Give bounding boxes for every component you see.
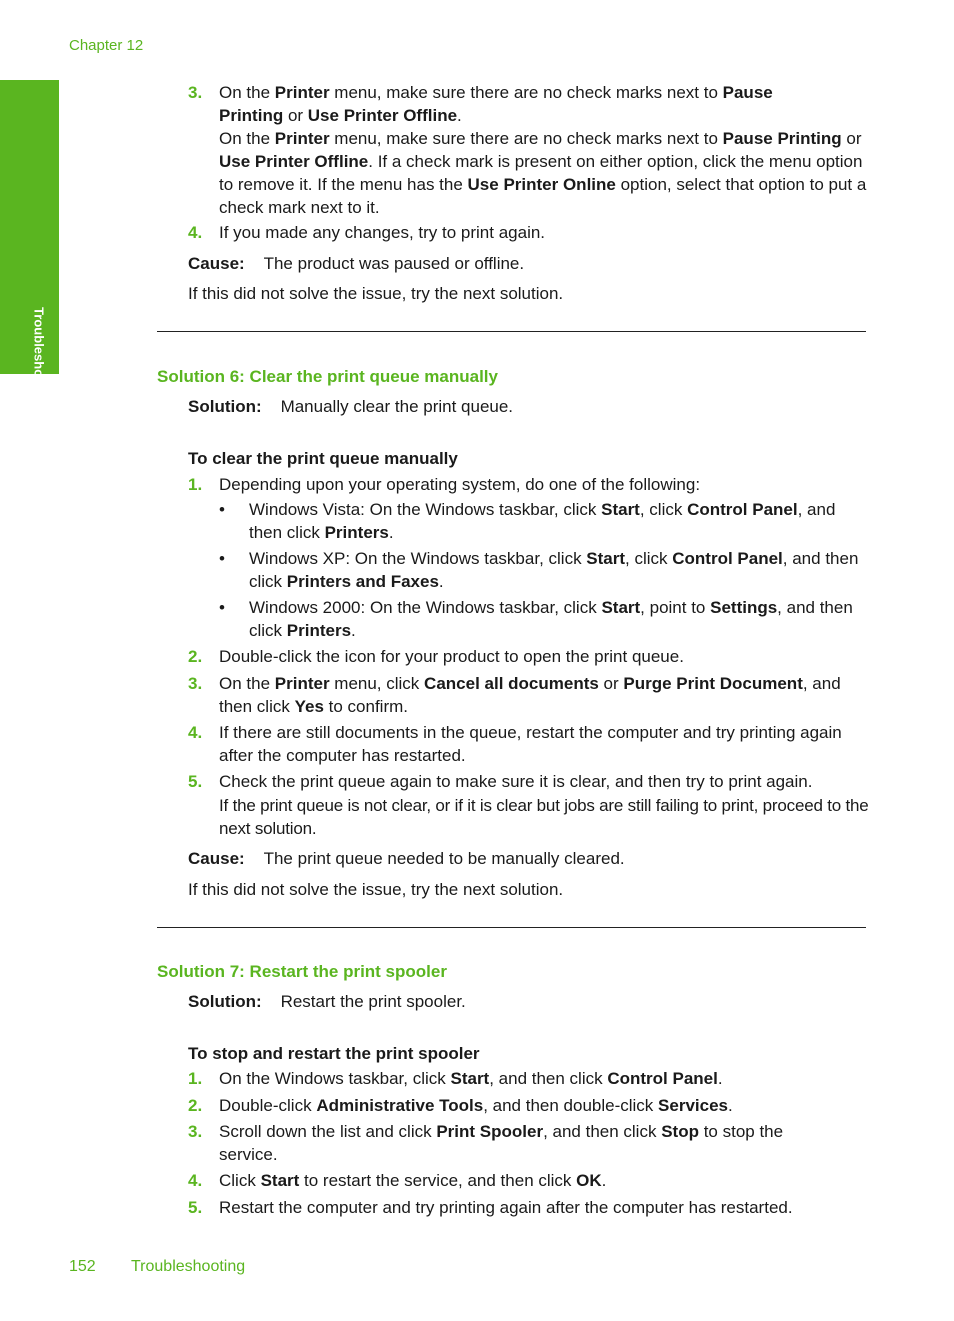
solution6-heading: Solution 6: Clear the print queue manually	[157, 367, 498, 386]
solution7-heading: Solution 7: Restart the print spooler	[157, 962, 447, 981]
bullet-text: Windows 2000: On the Windows taskbar, click Start, point to Settings, and then click Printers.	[249, 598, 853, 640]
step-text: Double-click the icon for your product to open the print queue.	[219, 647, 684, 666]
step-text: On the Windows taskbar, click Start, and then click Control Panel.	[219, 1069, 723, 1088]
section-divider	[157, 331, 866, 332]
page-number: 152	[69, 1258, 96, 1275]
procedure-title: To clear the print queue manually	[188, 449, 458, 468]
step-number: 4.	[188, 223, 203, 242]
bullet: •	[219, 549, 225, 568]
step-text: Check the print queue again to make sure it is clear, and then try to print again.	[219, 772, 813, 791]
bullet-text: Windows XP: On the Windows taskbar, click Start, click Control Panel, and then click Printers and Faxes.	[249, 549, 859, 591]
step-text: If there are still documents in the queue, restart the computer and try printing again after the computer has restarted.	[219, 723, 842, 765]
next-solution-text: If this did not solve the issue, try the next solution.	[188, 284, 564, 303]
cause-label: Cause:	[188, 849, 245, 868]
step-text: On the Printer menu, click Cancel all documents or Purge Print Document, and then click Yes to confirm.	[219, 674, 841, 716]
cause-line	[188, 847, 625, 870]
solution-line	[188, 395, 513, 418]
step-number: 3.	[188, 674, 203, 693]
section-divider	[157, 927, 866, 928]
solution-text: Manually clear the print queue.	[280, 397, 514, 416]
step-text: On the Printer menu, make sure there are no check marks next to Pause Printing or Use Printer Offline.	[219, 83, 773, 125]
step-text: Restart the computer and try printing again after the computer has restarted.	[219, 1198, 793, 1217]
procedure-title: To stop and restart the print spooler	[188, 1044, 480, 1063]
step-number: 5.	[188, 1198, 203, 1217]
step-number: 2.	[188, 1096, 203, 1115]
step-number: 2.	[188, 647, 203, 666]
cause-text: The product was paused or offline.	[263, 254, 525, 273]
side-tab-label: Troubleshooting	[31, 307, 47, 409]
step-number: 1.	[188, 1069, 203, 1088]
step-text: If you made any changes, try to print again.	[219, 223, 546, 242]
solution-line	[188, 990, 466, 1013]
step-text: Depending upon your operating system, do one of the following:	[219, 475, 701, 494]
bullet-text: Windows Vista: On the Windows taskbar, click Start, click Control Panel, and then click Printers.	[249, 500, 836, 542]
solution-label: Solution:	[188, 992, 262, 1011]
step-text: Click Start to restart the service, and then click OK.	[219, 1171, 607, 1190]
step-number: 3.	[188, 83, 203, 102]
bullet: •	[219, 500, 225, 519]
step-note: If the print queue is not clear, or if it is clear but jobs are still failing to print, proceed to the next solution.	[219, 796, 869, 838]
cause-label: Cause:	[188, 254, 245, 273]
cause-line	[188, 252, 524, 275]
solution-text: Restart the print spooler.	[280, 992, 466, 1011]
step-text: On the Printer menu, make sure there are no check marks next to Pause Printing or Use Printer Offline. If a check mark is present on either option, click the menu option to remove it. If the menu has the Use Printer Online option, select that option to put a check mark next to it.	[219, 129, 867, 217]
section-side-tab	[0, 80, 59, 409]
footer-section-label: Troubleshooting	[131, 1258, 246, 1275]
step-text: Scroll down the list and click Print Spooler, and then click Stop to stop the service.	[219, 1122, 784, 1164]
cause-text: The print queue needed to be manually cleared.	[263, 849, 625, 868]
step-number: 1.	[188, 475, 203, 494]
step-number: 5.	[188, 772, 203, 791]
step-number: 4.	[188, 723, 203, 742]
step-number: 4.	[188, 1171, 203, 1190]
step-number: 3.	[188, 1122, 203, 1141]
solution-label: Solution:	[188, 397, 262, 416]
step-text: Double-click Administrative Tools, and then double-click Services.	[219, 1096, 733, 1115]
chapter-label: Chapter 12	[69, 37, 144, 54]
bullet: •	[219, 598, 225, 617]
next-solution-text: If this did not solve the issue, try the next solution.	[188, 880, 564, 899]
